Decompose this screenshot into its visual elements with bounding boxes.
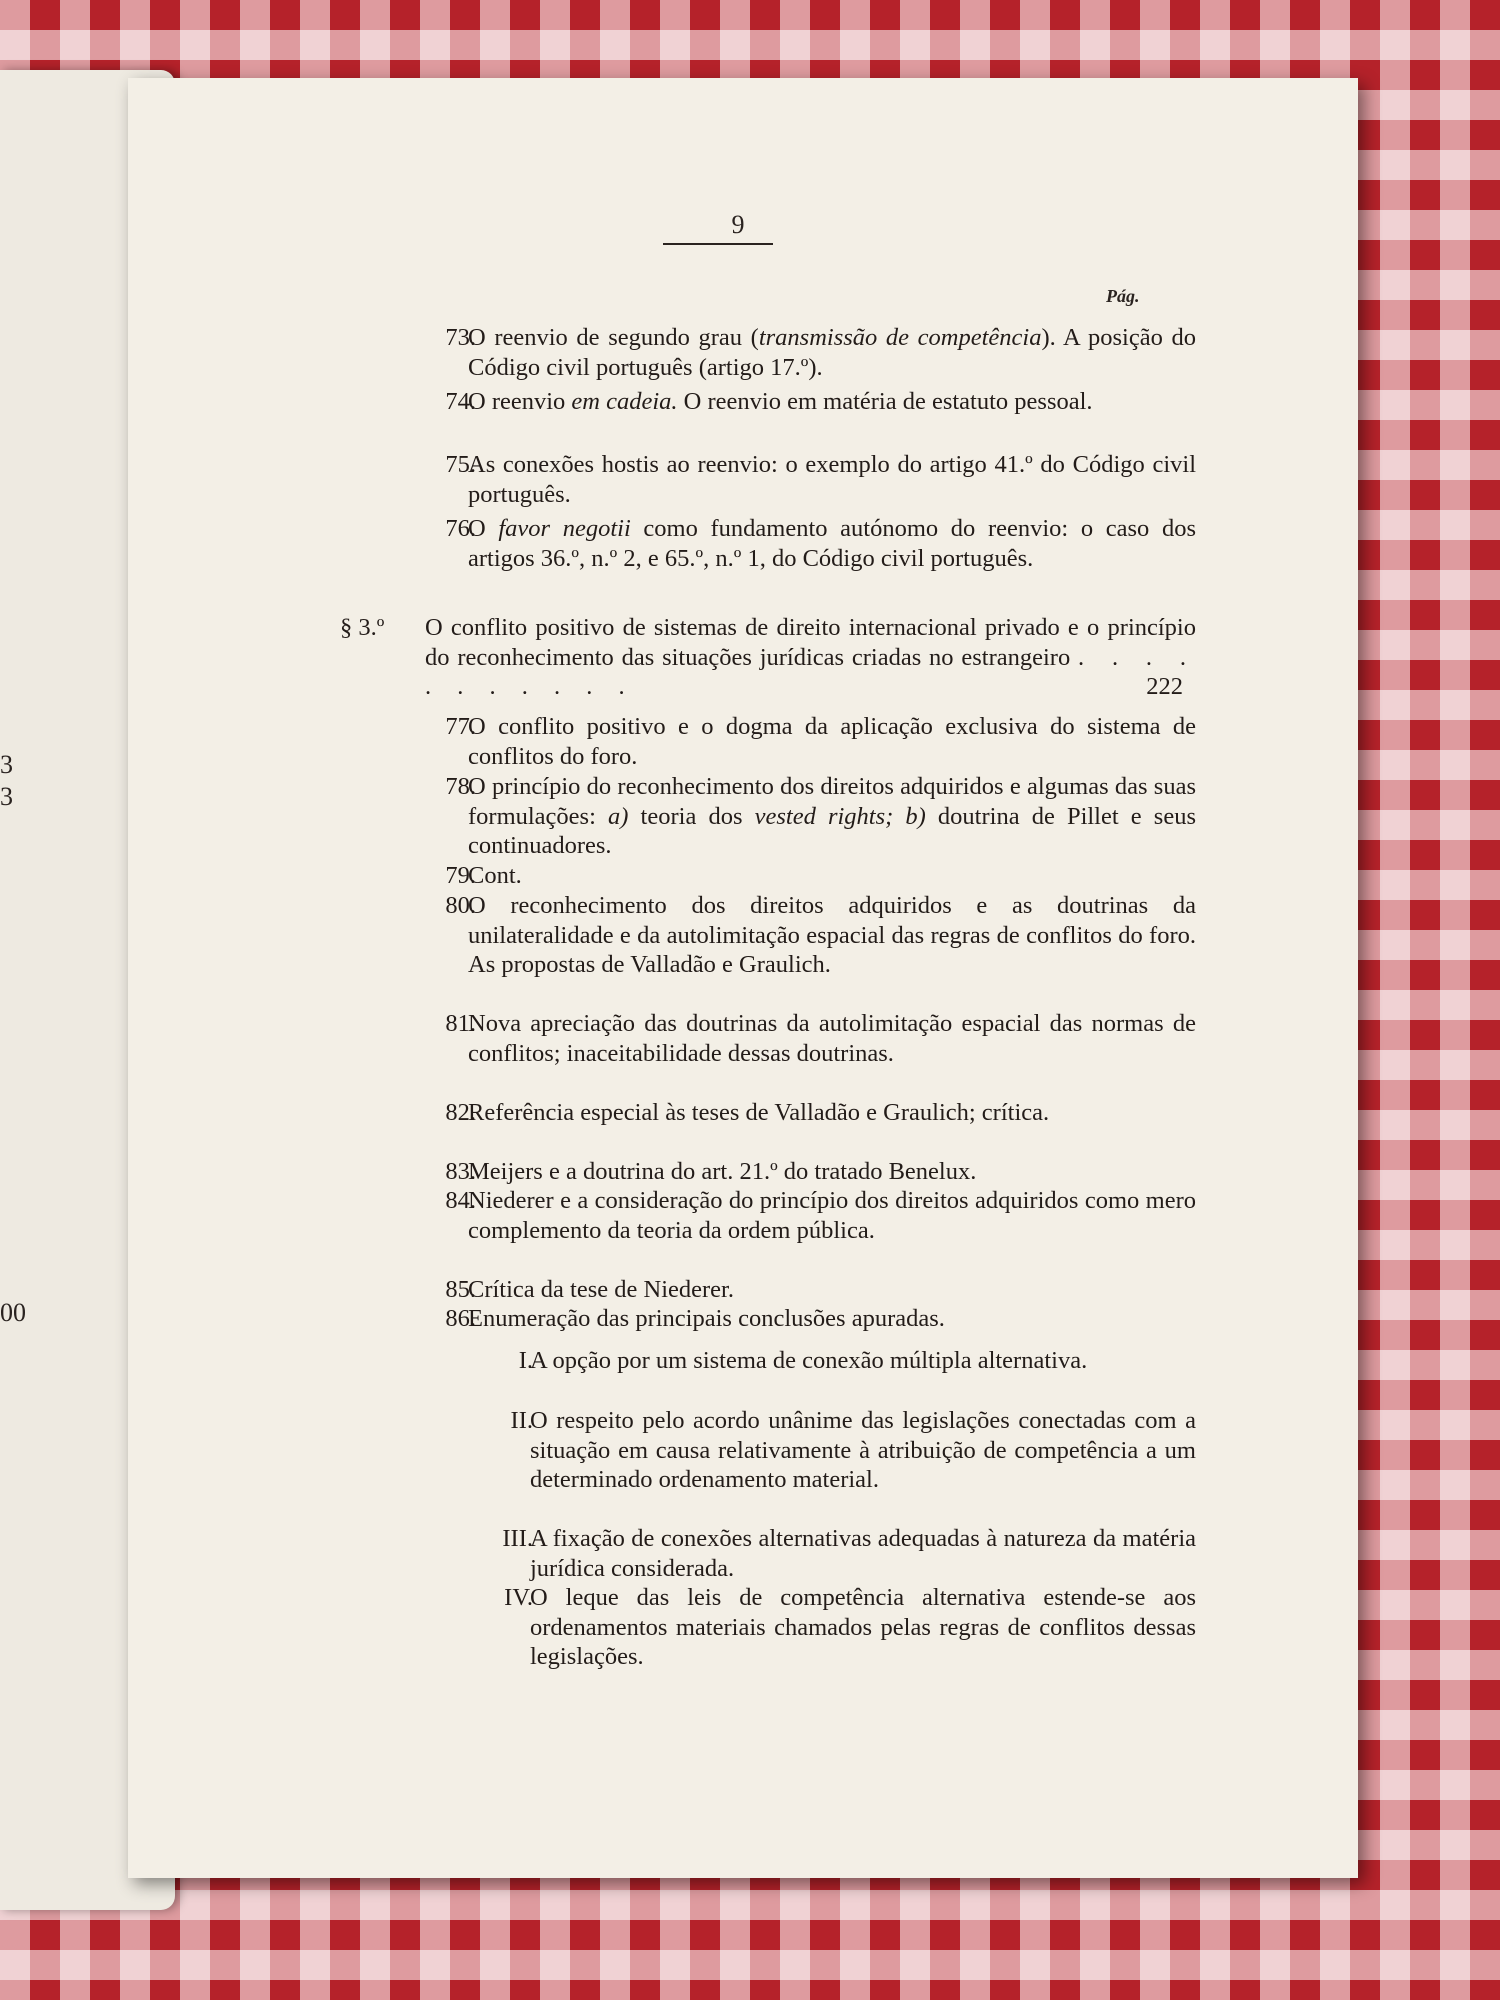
toc-entry-number: 81. [445, 1010, 476, 1037]
left-page-fragment: 3 [0, 750, 13, 779]
conclusion-text: O leque das leis de competência alternativa estende-se aos ordenamentos materiais chamados pelas regras de conflitos dessas legislações. [530, 1584, 1196, 1670]
toc-entry-text: Nova apreciação das doutrinas da autolimitação espacial das normas de conflitos; inaceitabilidade dessas doutrinas. [468, 1010, 1196, 1067]
toc-entry-number: 82. [445, 1099, 476, 1126]
toc-entry-text: O princípio do reconhecimento dos direitos adquiridos e algumas das suas formulações: a) teoria dos vested rights; b) doutrina de Pillet e seus continuadores. [468, 773, 1196, 859]
toc-entry-number: 76. [445, 515, 476, 542]
toc-entry-text: Niederer e a consideração do princípio dos direitos adquiridos como mero complemento da teoria da ordem pública. [468, 1187, 1196, 1244]
toc-entry-number: 79. [445, 862, 476, 889]
toc-entry-number: 73. [445, 324, 476, 351]
section-page: 222 [1146, 673, 1183, 700]
toc-entry-number: 84. [445, 1187, 476, 1214]
page-number-rule [663, 243, 773, 245]
conclusion-number: II. [510, 1407, 533, 1434]
conclusion-text: O respeito pelo acordo unânime das legislações conectadas com a situação em causa relativamente à atribuição de competência a um determinado ordenamento material. [530, 1407, 1196, 1493]
conclusion-text: A opção por um sistema de conexão múltipla alternativa. [530, 1347, 1088, 1374]
toc-entry-number: 83. [445, 1158, 476, 1185]
page-number: 9 [731, 210, 745, 239]
toc-entry-text: Crítica da tese de Niederer. [468, 1276, 734, 1303]
toc-entry-number: 77. [445, 713, 476, 740]
right-page [128, 78, 1358, 1878]
leader-dots: . . . . . . . . . . . [425, 643, 1197, 700]
page-column-label: Pág. [1106, 286, 1140, 306]
toc-entry-number: 75. [445, 451, 476, 478]
left-page-fragment: 3 [0, 782, 13, 811]
toc-entry-number: 74. [445, 388, 476, 415]
toc-entry-text: O favor negotii como fundamento autónomo do reenvio: o caso dos artigos 36.º, n.º 2, e 65.º, n.º 1, do Código civil português. [468, 515, 1196, 572]
section-title: O conflito positivo de sistemas de direito internacional privado e o princípio do reconhecimento das situações jurídicas criadas no estrangeiro . . . . . . . . . . . [425, 614, 1197, 700]
left-page-fragment: 00 [0, 1298, 26, 1327]
toc-entry-number: 80. [445, 892, 476, 919]
toc-entry-number: 78. [445, 773, 476, 800]
toc-entry-number: 86. [445, 1305, 476, 1332]
conclusion-text: A fixação de conexões alternativas adequadas à natureza da matéria jurídica considerada. [530, 1525, 1196, 1582]
conclusion-number: IV. [504, 1584, 533, 1611]
toc-entry-text: Enumeração das principais conclusões apuradas. [468, 1305, 945, 1332]
toc-entry-text: O reenvio de segundo grau (transmissão de competência). A posição do Código civil português (artigo 17.º). [468, 324, 1196, 381]
toc-entry-number: 85. [445, 1276, 476, 1303]
section-label: § 3.º [340, 614, 385, 641]
toc-entry-text: Referência especial às teses de Valladão e Graulich; crítica. [468, 1099, 1050, 1126]
conclusion-number: I. [518, 1347, 533, 1374]
toc-entry-text: O reconhecimento dos direitos adquiridos e as doutrinas da unilateralidade e da autolimitação espacial das regras de conflitos do foro. As propostas de Valladão e Graulich. [468, 892, 1196, 978]
toc-entry-text: Meijers e a doutrina do art. 21.º do tratado Benelux. [468, 1158, 977, 1185]
toc-entry-text: O reenvio em cadeia. O reenvio em matéria de estatuto pessoal. [468, 388, 1093, 415]
toc-entry-text: Cont. [468, 862, 522, 889]
conclusion-number: III. [502, 1525, 533, 1552]
toc-entry-text: As conexões hostis ao reenvio: o exemplo do artigo 41.º do Código civil português. [468, 451, 1196, 508]
toc-entry-text: O conflito positivo e o dogma da aplicação exclusiva do sistema de conflitos do foro. [468, 713, 1196, 770]
